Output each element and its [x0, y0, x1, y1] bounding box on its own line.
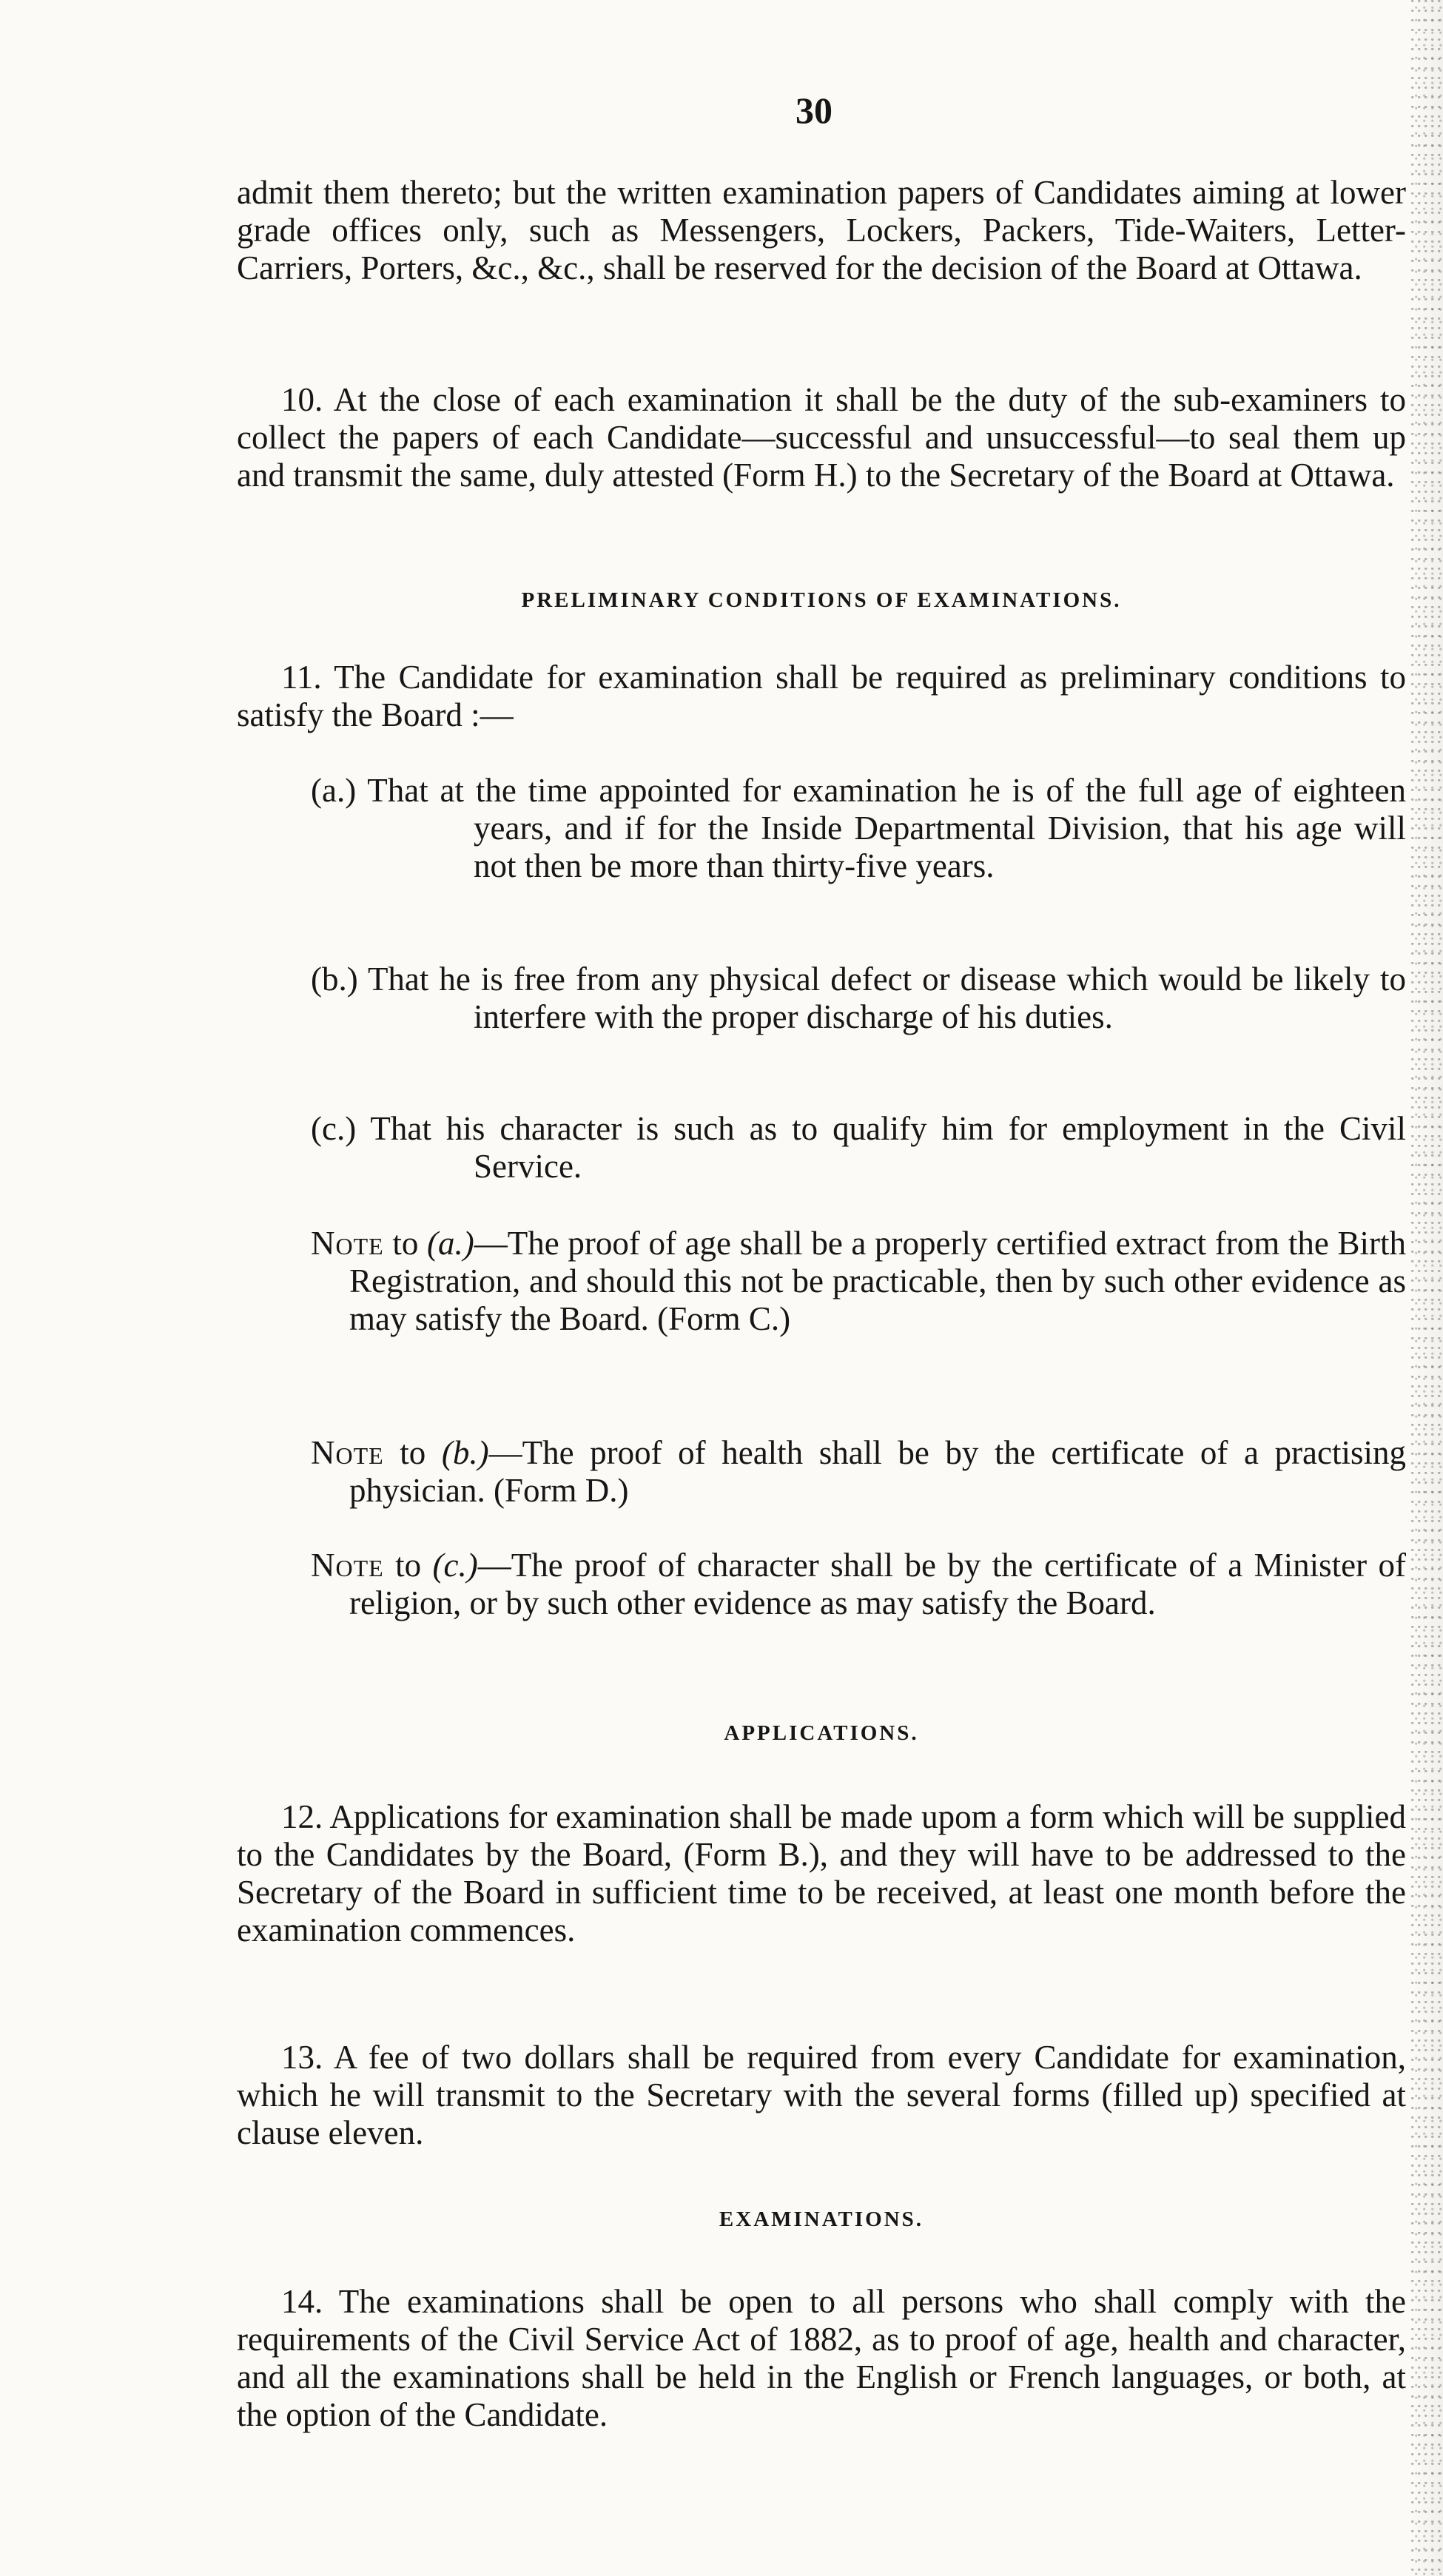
clause-text: That at the time appointed for examination he is of the full age of eighteen years, and if for the Inside Departmental Division, that his age will not then be more than thirty-five years. [367, 772, 1407, 884]
clause-text: That his character is such as to qualify him for employment in the Civil Service. [370, 1110, 1407, 1185]
note-ref: (c.) [432, 1547, 478, 1584]
note-b: Note to (b.)—The proof of health shall be by the certificate of a practising physician. (Form D.) [311, 1434, 1406, 1509]
clause-b [311, 961, 1406, 1036]
paragraph-12: 12. Applications for examination shall be made upom a form which will be supplied to the Candidates by the Board, (Form B.), and they will have to be addressed to the Secretary of the Board in sufficient time to be received, at least one month before the examination commences. [237, 1798, 1406, 1948]
note-c: Note to (c.)—The proof of character shall be by the certificate of a Minister of religion, or by such other evidence as may satisfy the Board. [311, 1547, 1406, 1621]
note-text: —The proof of age shall be a properly certified extract from the Birth Registration, and should this not be practicable, then by such other evidence as may satisfy the Board. (Form C.) [349, 1225, 1406, 1337]
clause-a [311, 772, 1406, 885]
note-label: Note [311, 1225, 384, 1262]
paragraph-11: 11. The Candidate for examination shall be required as preliminary conditions to satisfy the Board :— [237, 659, 1406, 733]
section-heading-examinations: EXAMINATIONS. [719, 2207, 924, 2231]
clause-marker: (a.) [311, 772, 357, 809]
paragraph-13: 13. A fee of two dollars shall be required from every Candidate for examination, which he will transmit to the Secretary with the several forms (filled up) specified at clause eleven. [237, 2039, 1406, 2151]
note-label: Note [311, 1547, 384, 1584]
clause-text: That he is free from any physical defect or disease which would be likely to interfere with the proper discharge of his duties. [367, 961, 1407, 1035]
section-heading-applications: APPLICATIONS. [724, 1721, 919, 1745]
scan-edge-noise [1410, 0, 1443, 2576]
note-text: —The proof of health shall be by the certificate of a practising physician. (Form D.) [349, 1434, 1406, 1509]
note-a: Note to (a.)—The proof of age shall be a properly certified extract from the Birth Registration, and should this not be practicable, then by such other evidence as may satisfy the Board. (Form C.) [311, 1225, 1406, 1337]
clause-marker: (b.) [311, 961, 358, 998]
note-label: Note [311, 1434, 384, 1471]
page-number: 30 [796, 90, 832, 131]
clause-marker: (c.) [311, 1110, 357, 1147]
paragraph-14: 14. The examinations shall be open to all persons who shall comply with the requirements of the Civil Service Act of 1882, as to proof of age, health and character, and all the examinations shall be held in the English or French languages, or both, at the option of the Candidate. [237, 2283, 1406, 2433]
note-ref: (b.) [441, 1434, 489, 1471]
note-text: —The proof of character shall be by the certificate of a Minister of religion, or by such other evidence as may satisfy the Board. [349, 1547, 1406, 1621]
paragraph-10: 10. At the close of each examination it shall be the duty of the sub-examiners to collect the papers of each Candidate—successful and unsuccessful—to seal them up and transmit the same, duly attested (Form H.) to the Secretary of the Board at Ottawa. [237, 381, 1406, 494]
clause-c [311, 1110, 1406, 1186]
paragraph-continued: admit them thereto; but the written examination papers of Candidates aiming at lower grade offices only, such as Messengers, Lockers, Packers, Tide-Waiters, Letter-Carriers, Porters, &c., &c., shall be reserved for the decision of the Board at Ottawa. [237, 174, 1406, 286]
note-ref: (a.) [427, 1225, 474, 1262]
section-heading-preliminary: PRELIMINARY CONDITIONS OF EXAMINATIONS. [521, 588, 1122, 612]
